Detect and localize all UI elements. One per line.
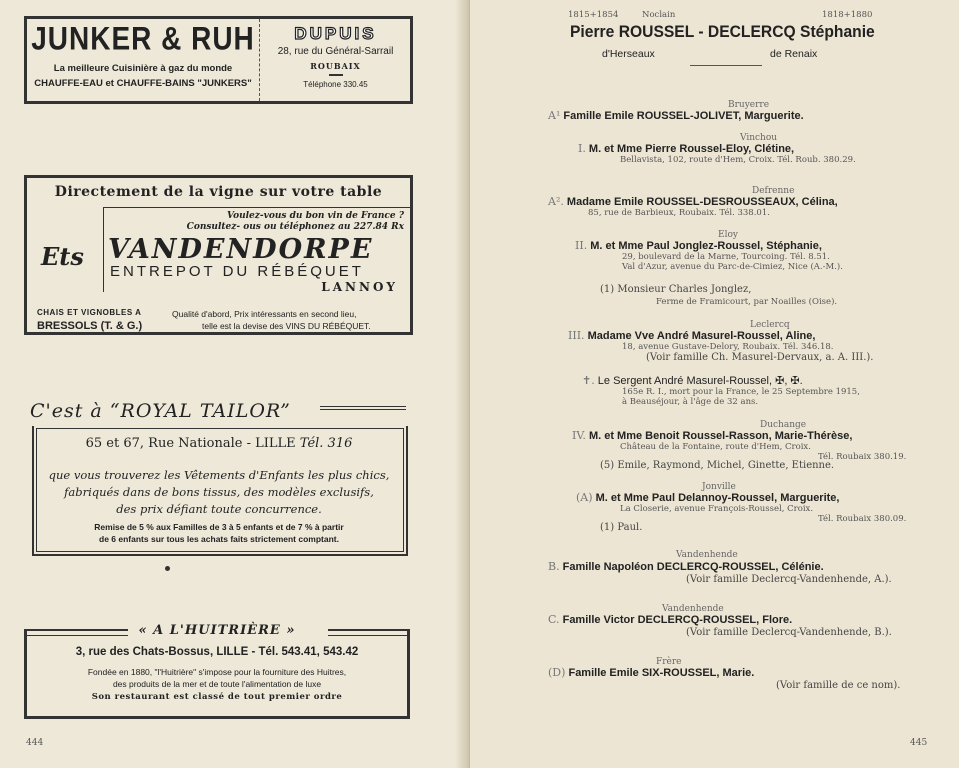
vandendorpe-chais: CHAIS ET VIGNOBLES A — [37, 308, 142, 317]
vandendorpe-depot: ENTREPOT DU RÉBÉQUET — [110, 263, 364, 280]
header-title: Pierre ROUSSEL - DECLERCQ Stéphanie — [570, 22, 875, 41]
header-rule — [690, 65, 762, 66]
entry-2 — [578, 142, 794, 155]
entry-7-num: IV. — [572, 429, 586, 442]
header-dates-left: 1815+1854 — [568, 10, 619, 20]
entry-11 — [548, 666, 754, 679]
junker-line2: CHAUFFE-EAU et CHAUFFE-BAINS "JUNKERS" — [34, 78, 252, 89]
entry-9-text: Famille Napoléon DECLERCQ-ROUSSEL, Célénie. — [562, 561, 824, 573]
entry-6-text: Le Sergent André Masurel-Roussel, ✠, ✠. — [597, 375, 803, 387]
entry-4-note: (1) Monsieur Charles Jonglez, — [600, 284, 752, 295]
entry-3 — [548, 195, 838, 208]
entry-2-above: Vinchou — [740, 133, 778, 143]
right-page — [470, 0, 959, 768]
ad-huitriere — [24, 623, 410, 719]
entry-5-text: Madame Vve André Masurel-Roussel, Aline, — [587, 330, 816, 342]
entry-10-note: (Voir famille Declercq-Vandenhende, B.). — [686, 627, 892, 638]
entry-3-text: Madame Emile ROUSSEL-DESROUSSEAUX, Célina, — [566, 196, 838, 208]
entry-1-above: Bruyerre — [728, 100, 770, 110]
entry-1 — [548, 109, 804, 122]
entry-3-num: A². — [548, 195, 564, 208]
entry-9 — [548, 560, 824, 573]
royal-tailor-tel: Tél. 316 — [299, 436, 353, 451]
vandendorpe-title: Directement de la vigne sur votre table — [54, 184, 383, 200]
junker-line1: La meilleure Cuisinière à gaz du monde — [53, 63, 233, 74]
huitriere-text2: des produits de la mer et de toute l'alimentation de luxe — [112, 679, 322, 689]
royal-tailor-topline — [320, 406, 406, 410]
ad-royal-tailor — [30, 400, 408, 560]
entry-5-above: Leclercq — [750, 320, 790, 330]
huitriere-title: « A L'HUITRIÈRE » — [138, 623, 296, 638]
entry-7-sub: Château de la Fontaine, route d'Hem, Croix. — [620, 442, 811, 452]
header-dates-right: 1818+1880 — [822, 10, 873, 20]
royal-tailor-title: C'est à “ROYAL TAILOR” — [30, 400, 291, 422]
entry-1-text: Famille Emile ROUSSEL-JOLIVET, Marguerite. — [563, 110, 804, 122]
huitriere-right-rule — [328, 629, 410, 636]
junker-section — [27, 19, 260, 101]
vandendorpe-city: LANNOY — [321, 280, 398, 294]
ornament-dot — [165, 566, 170, 571]
royal-tailor-text3: des prix défiant toute concurrence. — [116, 502, 322, 516]
vandendorpe-q2: Consultez- ous ou téléphonez au 227.84 Rx — [186, 222, 404, 232]
entry-10-num: C. — [548, 613, 560, 626]
vandendorpe-bressols: BRESSOLS (T. & G.) — [37, 320, 143, 332]
entry-3-above: Defrenne — [752, 186, 795, 196]
entry-8-note: (1) Paul. — [600, 522, 643, 533]
entry-8-text: M. et Mme Paul Delannoy-Roussel, Marguerite, — [595, 492, 840, 504]
dupuis-brand: DUPUIS — [294, 24, 377, 43]
entry-11-num: (D) — [548, 666, 566, 679]
dupuis-city: ROUBAIX — [310, 61, 361, 71]
page-number-left: 444 — [26, 738, 44, 748]
entry-10 — [548, 613, 792, 626]
entry-2-text: M. et Mme Pierre Roussel-Eloy, Clétine, — [588, 143, 795, 155]
vandendorpe-name: VANDENDORPE — [108, 234, 374, 265]
entry-8-sub2: Tél. Roubaix 380.09. — [818, 514, 907, 524]
entry-7-note: (5) Emile, Raymond, Michel, Ginette, Etienne. — [600, 460, 835, 471]
entry-11-text: Famille Emile SIX-ROUSSEL, Marie. — [568, 667, 755, 679]
entry-7-text: M. et Mme Benoit Roussel-Rasson, Marie-Thérèse, — [588, 430, 853, 442]
vandendorpe-box — [103, 207, 412, 292]
vandendorpe-slogan1: Qualité d'abord, Prix intéressants en second lieu, — [172, 309, 357, 319]
royal-tailor-text1: que vous trouverez les Vêtements d'Enfants les plus chics, — [48, 468, 390, 482]
entry-4-text: M. et Mme Paul Jonglez-Roussel, Stéphanie, — [590, 240, 822, 252]
vandendorpe-slogan2: telle est la devise des VINS DU RÉBÉQUET. — [202, 321, 371, 331]
entry-9-note: (Voir famille Declercq-Vandenhende, A.). — [686, 574, 892, 585]
dupuis-section — [261, 19, 410, 101]
entry-4-sub2: Val d'Azur, avenue du Parc-de-Cimiez, Nice (A.-M.). — [622, 262, 843, 272]
royal-tailor-remise1: Remise de 5 % aux Familles de 3 à 5 enfants et de 7 % à partir — [94, 522, 344, 532]
entry-9-num: B. — [548, 560, 560, 573]
entry-3-sub: 85, rue de Barbieux, Roubaix. Tél. 338.01. — [588, 208, 770, 218]
entry-7-above: Duchange — [760, 420, 807, 430]
entry-6 — [582, 374, 803, 387]
entry-11-note: (Voir famille de ce nom). — [776, 680, 901, 691]
dupuis-phone: Téléphone 330.45 — [303, 80, 368, 89]
entry-5-sub: 18, avenue Gustave-Delory, Roubaix. Tél. 346.18. — [622, 342, 834, 352]
junker-title: JUNKER & RUH — [31, 20, 255, 57]
entry-6-sub2: à Beauséjour, à l'âge de 32 ans. — [622, 397, 759, 407]
huitriere-text3: Son restaurant est classé de tout premier ordre — [91, 692, 343, 702]
entry-4-sub: 29, boulevard de la Marne, Tourcoing. Tél. 8.51. — [622, 252, 830, 262]
entry-4-above: Eloy — [718, 230, 738, 240]
vandendorpe-ets: Ets — [41, 242, 84, 271]
entry-10-above: Vandenhende — [662, 604, 724, 614]
royal-tailor-address-text: 65 et 67, Rue Nationale - LILLE — [85, 436, 296, 451]
divider — [329, 74, 343, 76]
entry-8-sub: La Closerie, avenue François-Roussel, Croix. — [620, 504, 814, 514]
entry-5-num: III. — [568, 329, 585, 342]
entry-2-num: I. — [578, 142, 586, 155]
entry-5-note: (Voir famille Ch. Masurel-Dervaux, a. A. III.). — [646, 352, 874, 363]
entry-6-num: ✝. — [582, 374, 595, 387]
vandendorpe-q1: Voulez-vous du bon vin de France ? — [226, 211, 404, 221]
huitriere-address: 3, rue des Chats-Bossus, LILLE - Tél. 543.41, 543.42 — [75, 646, 359, 658]
entry-9-above: Vandenhende — [676, 550, 738, 560]
entry-7 — [572, 429, 852, 442]
header-origin-right: de Renaix — [770, 48, 818, 60]
entry-4 — [575, 239, 822, 252]
entry-6-sub: 165e R. I., mort pour la France, le 25 Septembre 1915, — [622, 387, 860, 397]
royal-tailor-remise2: de 6 enfants sur tous les achats faits strictement comptant. — [99, 534, 339, 544]
huitriere-text1: Fondée en 1880, "l'Huitrière" s'impose pour la fourniture des Huitres, — [87, 667, 347, 677]
ad-junker-ruh — [24, 16, 413, 104]
entry-7-sub2: Tél. Roubaix 380.19. — [818, 452, 907, 462]
left-page — [0, 0, 470, 768]
entry-8-above: Jonville — [702, 482, 736, 492]
ad-vandendorpe — [24, 175, 413, 335]
entry-11-above: Frère — [656, 657, 682, 667]
entry-8 — [576, 491, 839, 504]
dupuis-address: 28, rue du Général-Sarrail — [277, 46, 394, 57]
entry-4-num: II. — [575, 239, 588, 252]
entry-1-num: A¹ — [548, 109, 561, 122]
entry-5 — [568, 329, 815, 342]
entry-10-text: Famille Victor DECLERCQ-ROUSSEL, Flore. — [562, 614, 793, 626]
royal-tailor-text2: fabriqués dans de bons tissus, des modèles exclusifs, — [64, 485, 374, 499]
entry-4-note2: Ferme de Framicourt, par Noailles (Oise). — [656, 297, 838, 307]
entry-2-sub: Bellavista, 102, route d'Hem, Croix. Tél. Roub. 380.29. — [620, 155, 856, 165]
header-origin-left: d'Herseaux — [602, 48, 655, 60]
royal-tailor-address — [30, 436, 408, 451]
huitriere-left-rule — [24, 629, 128, 636]
header-place-left: Noclain — [642, 10, 676, 20]
entry-8-num: (A) — [576, 491, 593, 504]
page-number-right: 445 — [910, 738, 928, 748]
